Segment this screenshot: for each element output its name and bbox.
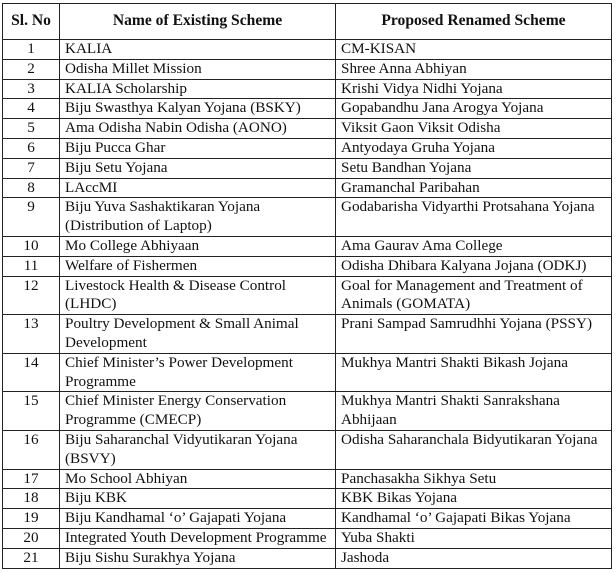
table-row xyxy=(3,236,612,256)
sl-no-cell: 11 xyxy=(3,256,60,276)
table-row xyxy=(3,509,612,529)
sl-no-cell: 1 xyxy=(3,40,60,60)
table-row xyxy=(3,469,612,489)
proposed-scheme-cell: Viksit Gaon Viksit Odisha xyxy=(336,119,612,139)
table-row xyxy=(3,489,612,509)
existing-scheme-cell: Mo College Abhiyaan xyxy=(60,236,336,256)
existing-scheme-cell: Integrated Youth Development Programme xyxy=(60,528,336,548)
proposed-scheme-cell: Shree Anna Abhiyan xyxy=(336,59,612,79)
sl-no-cell: 2 xyxy=(3,59,60,79)
existing-scheme-cell: KALIA xyxy=(60,40,336,60)
header-proposed-scheme: Proposed Renamed Scheme xyxy=(336,4,612,40)
proposed-scheme-cell: CM-KISAN xyxy=(336,40,612,60)
existing-scheme-cell: Biju Setu Yojana xyxy=(60,158,336,178)
table-row xyxy=(3,138,612,158)
table-row xyxy=(3,198,612,237)
existing-scheme-cell: Welfare of Fishermen xyxy=(60,256,336,276)
proposed-scheme-cell: Panchasakha Sikhya Setu xyxy=(336,469,612,489)
sl-no-cell: 9 xyxy=(3,198,60,237)
sl-no-cell: 3 xyxy=(3,79,60,99)
table-body xyxy=(3,40,612,569)
table-row xyxy=(3,79,612,99)
header-sl-no: Sl. No xyxy=(3,4,60,40)
proposed-scheme-cell: Ama Gaurav Ama College xyxy=(336,236,612,256)
sl-no-cell: 14 xyxy=(3,353,60,392)
proposed-scheme-cell: Krishi Vidya Nidhi Yojana xyxy=(336,79,612,99)
sl-no-cell: 13 xyxy=(3,315,60,354)
existing-scheme-cell: KALIA Scholarship xyxy=(60,79,336,99)
sl-no-cell: 15 xyxy=(3,392,60,431)
proposed-scheme-cell: Prani Sampad Samrudhhi Yojana (PSSY) xyxy=(336,315,612,354)
proposed-scheme-cell: Goal for Management and Treatment of Animals (GOMATA) xyxy=(336,276,612,315)
header-row xyxy=(3,4,612,40)
proposed-scheme-cell: Odisha Saharanchala Bidyutikaran Yojana xyxy=(336,430,612,469)
proposed-scheme-cell: Yuba Shakti xyxy=(336,528,612,548)
proposed-scheme-cell: Antyodaya Gruha Yojana xyxy=(336,138,612,158)
proposed-scheme-cell: Mukhya Mantri Shakti Sanrakshana Abhijaan xyxy=(336,392,612,431)
proposed-scheme-cell: Odisha Dhibara Kalyana Jojana (ODKJ) xyxy=(336,256,612,276)
existing-scheme-cell: Biju KBK xyxy=(60,489,336,509)
table-row xyxy=(3,276,612,315)
scheme-rename-table xyxy=(2,3,612,569)
existing-scheme-cell: Chief Minister Energy Conservation Programme (CMECP) xyxy=(60,392,336,431)
existing-scheme-cell: Biju Swasthya Kalyan Yojana (BSKY) xyxy=(60,99,336,119)
proposed-scheme-cell: Gopabandhu Jana Arogya Yojana xyxy=(336,99,612,119)
table-row xyxy=(3,392,612,431)
table-row xyxy=(3,158,612,178)
sl-no-cell: 6 xyxy=(3,138,60,158)
sl-no-cell: 18 xyxy=(3,489,60,509)
existing-scheme-cell: Mo School Abhiyan xyxy=(60,469,336,489)
table-row xyxy=(3,119,612,139)
existing-scheme-cell: Odisha Millet Mission xyxy=(60,59,336,79)
existing-scheme-cell: Livestock Health & Disease Control (LHDC) xyxy=(60,276,336,315)
table-row xyxy=(3,430,612,469)
existing-scheme-cell: Chief Minister’s Power Development Programme xyxy=(60,353,336,392)
sl-no-cell: 12 xyxy=(3,276,60,315)
existing-scheme-cell: Biju Yuva Sashaktikaran Yojana (Distribution of Laptop) xyxy=(60,198,336,237)
proposed-scheme-cell: KBK Bikas Yojana xyxy=(336,489,612,509)
existing-scheme-cell: Ama Odisha Nabin Odisha (AONO) xyxy=(60,119,336,139)
existing-scheme-cell: LAccMI xyxy=(60,178,336,198)
sl-no-cell: 4 xyxy=(3,99,60,119)
existing-scheme-cell: Biju Sishu Surakhya Yojana xyxy=(60,548,336,568)
table-row xyxy=(3,59,612,79)
sl-no-cell: 10 xyxy=(3,236,60,256)
header-existing-scheme: Name of Existing Scheme xyxy=(60,4,336,40)
table-row xyxy=(3,548,612,568)
sl-no-cell: 19 xyxy=(3,509,60,529)
sl-no-cell: 21 xyxy=(3,548,60,568)
existing-scheme-cell: Poultry Development & Small Animal Development xyxy=(60,315,336,354)
proposed-scheme-cell: Mukhya Mantri Shakti Bikash Jojana xyxy=(336,353,612,392)
sl-no-cell: 16 xyxy=(3,430,60,469)
proposed-scheme-cell: Godabarisha Vidyarthi Protsahana Yojana xyxy=(336,198,612,237)
existing-scheme-cell: Biju Pucca Ghar xyxy=(60,138,336,158)
sl-no-cell: 5 xyxy=(3,119,60,139)
table-row xyxy=(3,528,612,548)
existing-scheme-cell: Biju Saharanchal Vidyutikaran Yojana (BSVY) xyxy=(60,430,336,469)
sl-no-cell: 17 xyxy=(3,469,60,489)
sl-no-cell: 7 xyxy=(3,158,60,178)
sl-no-cell: 20 xyxy=(3,528,60,548)
table-row xyxy=(3,256,612,276)
proposed-scheme-cell: Kandhamal ‘o’ Gajapati Bikas Yojana xyxy=(336,509,612,529)
table-row xyxy=(3,99,612,119)
table-row xyxy=(3,353,612,392)
sl-no-cell: 8 xyxy=(3,178,60,198)
table-row xyxy=(3,40,612,60)
table-row xyxy=(3,178,612,198)
proposed-scheme-cell: Setu Bandhan Yojana xyxy=(336,158,612,178)
proposed-scheme-cell: Jashoda xyxy=(336,548,612,568)
table-row xyxy=(3,315,612,354)
existing-scheme-cell: Biju Kandhamal ‘o’ Gajapati Yojana xyxy=(60,509,336,529)
proposed-scheme-cell: Gramanchal Paribahan xyxy=(336,178,612,198)
